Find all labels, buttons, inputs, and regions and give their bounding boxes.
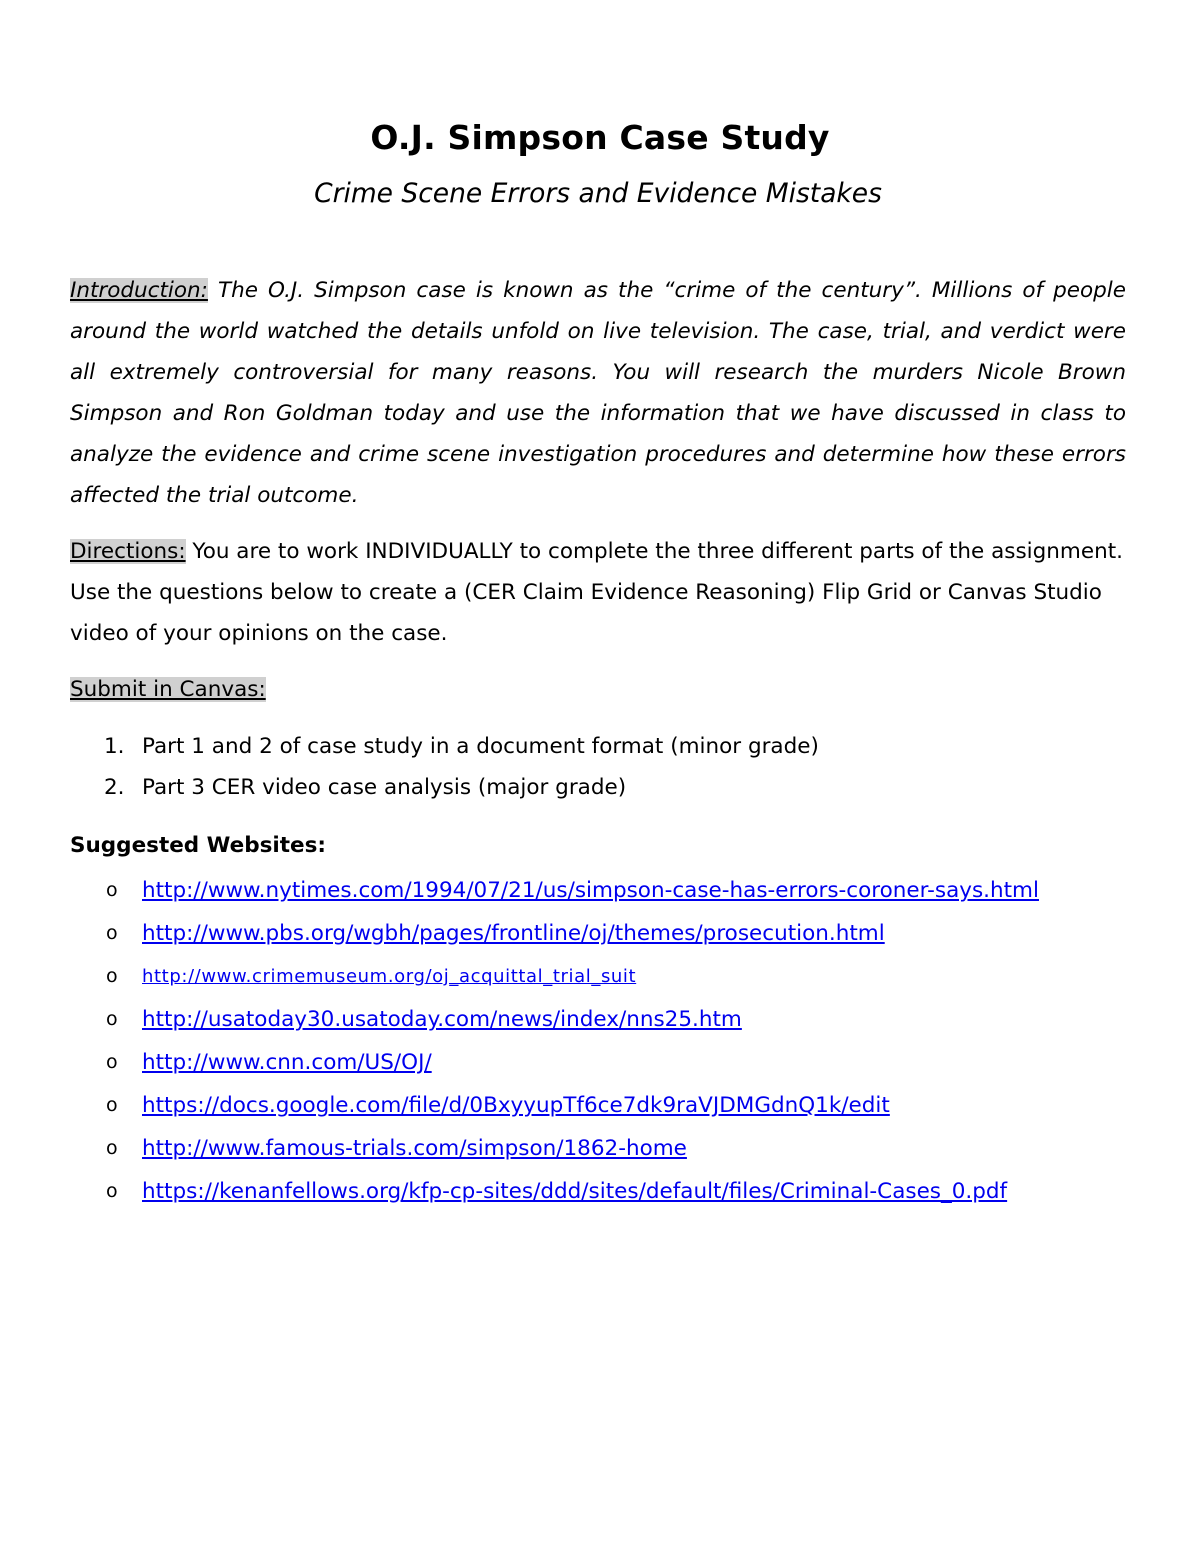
website-link-famous-trials[interactable]: http://www.famous-trials.com/simpson/1862-home (142, 1136, 687, 1161)
list-item-text: Part 3 CER video case analysis (major grade) (142, 775, 627, 800)
website-item (70, 869, 1039, 912)
circle-bullet-icon: o (106, 1180, 118, 1202)
circle-bullet-icon: o (106, 1094, 118, 1116)
list-number: 1. (104, 734, 125, 759)
website-item (70, 1041, 1039, 1084)
website-link-usatoday[interactable]: http://usatoday30.usatoday.com/news/index/nns25.htm (142, 1007, 742, 1032)
submit-label: Submit in Canvas: (70, 677, 266, 702)
website-item (70, 998, 1039, 1041)
circle-bullet-icon: o (106, 1137, 118, 1159)
list-item (70, 726, 819, 767)
website-link-cnn[interactable]: http://www.cnn.com/US/OJ/ (142, 1050, 432, 1075)
website-item (70, 955, 1039, 998)
submit-list (70, 726, 819, 808)
introduction-text: The O.J. Simpson case is known as the “crime of the century”. Millions of people around the world watched the details unfold on live television. The case, trial, and verdict were all extremely controversial for many reasons. You will research the murders Nicole Brown Simpson and Ron Goldman today and use the information that we have discussed in class to analyze the evidence and crime scene investigation procedures and determine how these errors affected the trial outcome. (70, 278, 1126, 508)
list-item (70, 767, 819, 808)
submit-heading (70, 669, 266, 710)
circle-bullet-icon: o (106, 1051, 118, 1073)
directions-paragraph (70, 531, 1126, 654)
suggested-websites-heading: Suggested Websites: (70, 833, 327, 858)
introduction-paragraph (70, 270, 1126, 516)
website-item (70, 1084, 1039, 1127)
website-item (70, 1127, 1039, 1170)
website-link-google-docs[interactable]: https://docs.google.com/file/d/0BxyyupTf6ce7dk9raVJDMGdnQ1k/edit (142, 1093, 890, 1118)
website-item (70, 1170, 1039, 1213)
introduction-label: Introduction: (70, 278, 208, 303)
list-number: 2. (104, 775, 125, 800)
list-item-text: Part 1 and 2 of case study in a document format (minor grade) (142, 734, 819, 759)
directions-text: You are to work INDIVIDUALLY to complete the three different parts of the assignment. Use the questions below to create a (CER Claim Evidence Reasoning) Flip Grid or Canvas Studio video of your opinions on the case. (70, 539, 1123, 646)
directions-label: Directions: (70, 539, 186, 564)
website-link-nytimes[interactable]: http://www.nytimes.com/1994/07/21/us/simpson-case-has-errors-coroner-says.html (142, 878, 1039, 903)
circle-bullet-icon: o (106, 879, 118, 901)
website-link-kenanfellows[interactable]: https://kenanfellows.org/kfp-cp-sites/ddd/sites/default/files/Criminal-Cases_0.pdf (142, 1179, 1008, 1204)
circle-bullet-icon: o (106, 1008, 118, 1030)
page-title: O.J. Simpson Case Study (370, 118, 830, 157)
website-link-crimemuseum[interactable]: http://www.crimemuseum.org/oj_acquittal_trial_suit (142, 966, 637, 987)
circle-bullet-icon: o (106, 922, 118, 944)
suggested-websites-list (70, 869, 1039, 1213)
circle-bullet-icon: o (106, 965, 118, 987)
website-item (70, 912, 1039, 955)
website-link-pbs[interactable]: http://www.pbs.org/wgbh/pages/frontline/oj/themes/prosecution.html (142, 921, 885, 946)
page-subtitle: Crime Scene Errors and Evidence Mistakes (314, 178, 882, 209)
